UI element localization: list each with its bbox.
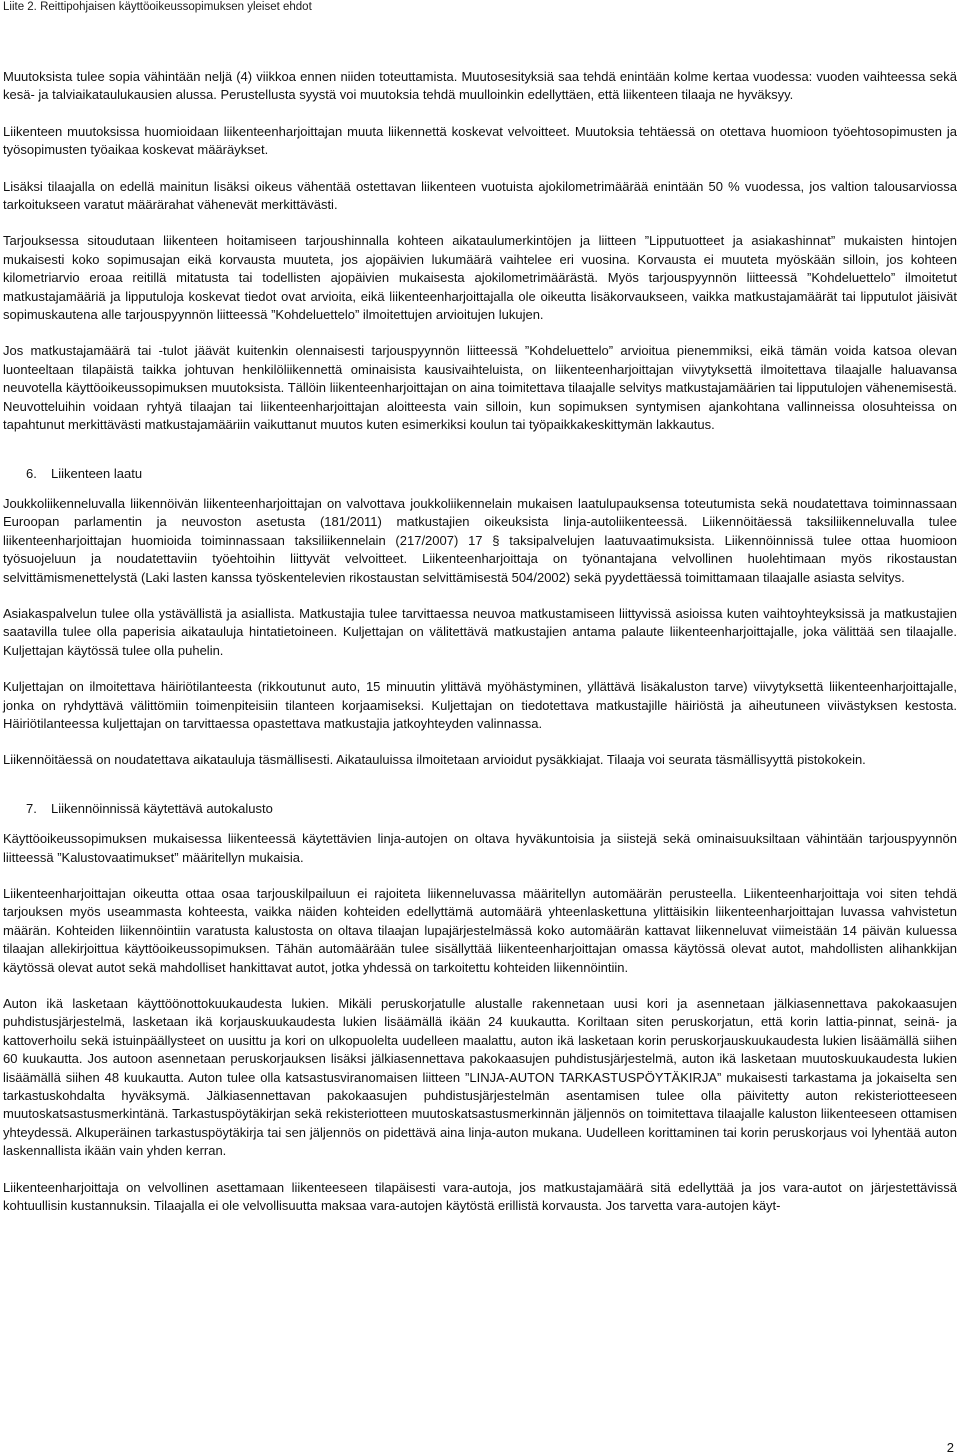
- paragraph: Käyttöoikeussopimuksen mukaisessa liikenteessä käytettävien linja-autojen on oltava hyväkuntoisia ja siistejä sekä ominaisuuksiltaan vähintään tarjouspyynnön liitteessä ”Kalustovaatimukset” määritellyn mukaisia.: [3, 831, 957, 865]
- section-heading: [26, 465, 957, 483]
- document-body: [3, 68, 957, 1234]
- section-title: Liikennöinnissä käytettävä autokalusto: [51, 800, 273, 816]
- page-number: 2: [946, 1440, 954, 1455]
- paragraph: Asiakaspalvelun tulee olla ystävällistä ja asiallista. Matkustajia tulee tarvittaessa neuvoa matkustamiseen liittyvissä asioissa kuten vaihtoyhteyksissä ja matkustajien saatavilla tulee olla paperisia aikatauluja hintatietoineen. Kuljettajan on välitettävä matkustajien antama palaute liikenteenharjoittajalle, joka välittää sen tilaajalle. Kuljettajan käytössä tulee olla puhelin.: [3, 605, 957, 658]
- paragraph: Muutoksista tulee sopia vähintään neljä (4) viikkoa ennen niiden toteuttamista. Muutosesityksiä saa tehdä enintään kolme kertaa vuodessa: vuoden vaihteessa sekä kesä- ja talviaikataulukausien alussa. Perustellusta syystä voi muutoksia tehdä muulloinkin edellyttäen, että liikenteen tilaaja ne hyväksyy.: [3, 69, 957, 103]
- section-heading: [26, 800, 957, 818]
- paragraph: Tarjouksessa sitoudutaan liikenteen hoitamiseen tarjoushinnalla kohteen aikataulumerkintöjen ja liitteen ”Lipputuotteet ja asiakashinnat” mukaisten hintojen mukaisesti koko sopimusajan eikä korvausta muuteta, jos ajopäivien lukumäärä vaihtelee eri vuosina. Korvausta ei muuteta myöskään silloin, jos kohteen kilometriarvio eroaa reitillä mitatusta tai todellisten ajopäivien mukaisesta ajokilometrimäärästä. Myös tarjouspyynnön liitteessä ”Kohdeluettelo” ilmoitetut matkustajamääriä ja lipputuloja koskevat tiedot ovat arvioita, eikä liikenteenharjoittajalla ole oikeutta lisäkorvaukseen, vaikka matkustajamäärät tai lipputulot jäisivät sopimuskautena alle tarjouspyynnön liitteessä ”Kohdeluettelo” ilmoitettujen arvioitujen lukujen.: [3, 233, 957, 323]
- paragraph: Liikenteenharjoittaja on velvollinen asettamaan liikenteeseen tilapäisesti vara-autoja, jos matkustajamäärä sitä edellyttää ja jos vara-autot on järjestettävissä kohtuullisin kustannuksin. Tilaajalla ei ole velvollisuutta maksaa vara-autojen käytöstä erillistä korvausta. Jos tarvetta vara-autojen käyt-: [3, 1179, 957, 1214]
- paragraph: Lisäksi tilaajalla on edellä mainitun lisäksi oikeus vähentää ostettavan liikenteen vuotuista ajokilometrimäärää enintään 50 % vuodessa, jos valtion talousarviossa tarkoitukseen varatut määrärahat vähenevät merkittävästi.: [3, 178, 957, 213]
- paragraph: Liikenteen muutoksissa huomioidaan liikenteenharjoittajan muuta liikennettä koskevat velvoitteet. Muutoksia tehtäessä on otettava huomioon työehtosopimusten ja työsopimusten työaikaa koskevat määräykset.: [3, 123, 957, 158]
- paragraph: Joukkoliikenneluvalla liikennöivän liikenteenharjoittajan on valvottava joukkoliikennelain mukaisen laatulupauksensa toteutumista sekä noudatettava toiminnassaan Euroopan parlamentin ja neuvoston asetusta (181/2011) matkustajien oikeuksista linja-autoliikenteessä. Liikennöitäessä taksiliikenneluvalla tulee liikenteenharjoittajan huomioida toiminnassaan taksiliikennelain (217/2007) 17 § taksipalvelujen laatuvaatimuksista. Liikennöinnissä tulee ottaa huomioon työsuojeluun ja noudatettaviin työehtoihin liittyvät velvoitteet. Liikenteenharjoittaja on työnantajana velvollinen huolehtimaan myös rikostaustan selvittämismenettelystä (Laki lasten kanssa työskentelevien rikostaustan selvittämisestä 504/2002) sekä pyydettäessä toimittamaan tilaajalle asiasta selvitys.: [3, 495, 957, 585]
- section-number: 6.: [26, 465, 37, 481]
- paragraph: Jos matkustajamäärä tai -tulot jäävät kuitenkin olennaisesti tarjouspyynnön liitteessä ”Kohdeluettelo” arvioitua pienemmiksi, eikä tämän voida katsoa olevan luonteeltaan tilapäistä taikka johtuvan henkilöliikennettä ominaisista kausivaihteluista, on liikenteenharjoittajan viivytyksettä ilmoitettava tilaajalle haluavansa neuvotella käyttöoikeussopimuksen muutoksista. Tällöin liikenteenharjoittajan on aina toimitettava tilaajalle selvitys matkustajamäärien tai lipputulojen vähenemisestä. Neuvotteluihin voidaan ryhtyä tilaajan tai liikenteenharjoittajan aloitteesta vain silloin, kun sopimuksen syntymisen ajankohtana vallinneissa olosuhteissa on tapahtunut merkittävästi matkustajamääriin vaikuttanut muutos kuten esimerkiksi koulun tai työpaikkakeskittymän lakkautus.: [3, 343, 957, 433]
- paragraph: Liikenteenharjoittajan oikeutta ottaa osaa tarjouskilpailuun ei rajoiteta liikenneluvassa määritellyn automäärän perusteella. Liikenteenharjoittaja voi siten tehdä tarjouksen myös useammasta kohteesta, vaikka näiden kohteiden edellyttämä automäärä yhteenlaskettuna ylittäisikin liikenteenharjoittajan luvassa vahvistetun määrän. Kohteiden liikennöintiin varatusta kalustosta on oltava tilaajan lupajärjestelmässä koko automäärän kattavat liikenneluvat viimeistään 14 päivän kuluessa tilaajan allekirjoittua käyttöoikeussopimuksen. Tähän automäärään tulee sisällyttää liikenteenharjoittajan omassa käytössä olevat autot, mahdollisten alihankkijan käytössä olevat autot sekä mahdolliset hankittavat autot, jotka yhdessä on tarkoitettu kohteiden liikennöintiin.: [3, 886, 957, 975]
- paragraph: Kuljettajan on ilmoitettava häiriötilanteesta (rikkoutunut auto, 15 minuutin ylittävä myöhästyminen, yllättävä lisäkaluston tarve) viivytyksettä liikenteenharjoittajalle, jonka on ryhdyttävä välittömiin toimenpiteisiin tilanteen korjaamiseksi. Kuljettajan on tiedotettava matkustajille häiriöstä ja aiheutuneen viivästyksen kestosta. Häiriötilanteessa kuljettajan on tarvittaessa opastettava matkustajia jatkoyhteyden valinnassa.: [3, 679, 957, 731]
- section-title: Liikenteen laatu: [51, 465, 143, 481]
- paragraph: Liikennöitäessä on noudatettava aikatauluja täsmällisesti. Aikatauluissa ilmoitetaan arvioidut pysäkkiajat. Tilaaja voi seurata täsmällisyyttä pistokokein.: [3, 752, 866, 768]
- paragraph: Auton ikä lasketaan käyttöönottokuukaudesta lukien. Mikäli peruskorjatulle alustalle rakennetaan uusi kori ja asennetaan jälkiasennettava pakokaasujen puhdistusjärjestelmä, lasketaan ikä korjauskuukaudesta lukien lisäämällä ikään 24 kuukautta. Koriltaan siten peruskorjatun, että korin lattia-pinnat, seinä- ja kattoverhoilu sekä istuinpäällysteet on uusittu ja kori on ulkopuolelta uudelleen maalattu, auton ikä lasketaan korin peruskorjauskuukaudesta lukien lisäämällä siihen 60 kuukautta. Jos autoon asennetaan peruskorjauksen lisäksi jälkiasennettava pakokaasujen puhdistusjärjestelmä, auton ikä lasketaan muutoskuukaudesta lukien lisäämällä siihen 48 kuukautta. Auton tulee olla katsastusviranomaisen liitteen ”LINJA-AUTON TARKASTUSPÖYTÄKIRJA” mukaisesti tarkastama ja jokaiselta sen tarkastuskohdalta hyväksymä. Jälkiasennettavan pakokaasujen puhdistusjärjestelmän asentamisen tulee olla päivitetty auton rekisteriotteeseen muutoskatsastusmerkintänä. Tarkastuspöytäkirjan sekä rekisteriotteen muutoskatsastusmerkinnän jäljennös on toimitettava tilaajalle kaluston liikenteeseen ottamisen yhteydessä. Alkuperäinen tarkastuspöytäkirja tai sen jäljennös on pidettävä aina linja-auton mukana. Uudelleen korittaminen tai korin peruskorjaus voi lyhentää auton laskennallista ikään vain yhden kerran.: [3, 996, 957, 1159]
- section-number: 7.: [26, 800, 37, 816]
- running-header: Liite 2. Reittipohjaisen käyttöoikeussopimuksen yleiset ehdot: [3, 1, 312, 13]
